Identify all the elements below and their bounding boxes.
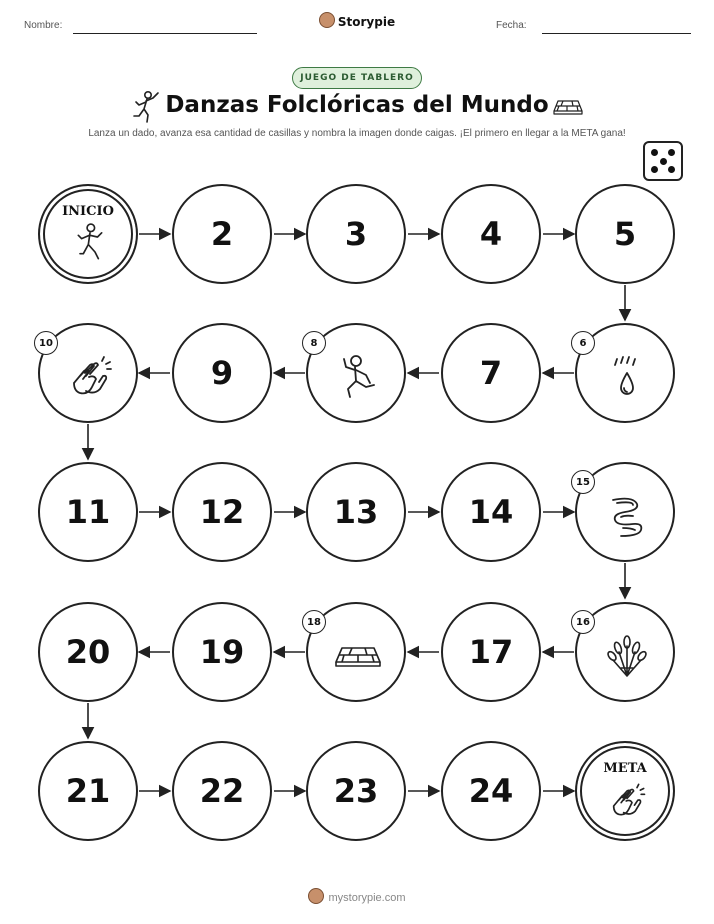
dancer-icon (334, 353, 382, 401)
board-space-15[interactable] (575, 462, 675, 562)
space-number: 4 (479, 215, 503, 253)
space-number: 2 (210, 215, 234, 253)
bear-icon (308, 888, 324, 904)
space-number: 13 (333, 493, 379, 531)
space-number: 19 (199, 633, 245, 671)
space-number: 21 (65, 772, 111, 810)
start-label: INICIO (62, 204, 114, 219)
ribbon-icon (603, 492, 651, 540)
board-space-2[interactable] (172, 184, 272, 284)
game-badge: JUEGO DE TABLERO (292, 67, 422, 89)
board-space-23[interactable] (306, 741, 406, 841)
finish-label: META (603, 761, 647, 776)
space-number: 12 (199, 493, 245, 531)
clapping-hands-icon (66, 353, 114, 401)
board-space-19[interactable] (172, 602, 272, 702)
board-space-5[interactable] (575, 184, 675, 284)
space-number-badge: 15 (571, 470, 595, 494)
board-space-17[interactable] (441, 602, 541, 702)
board-space-22[interactable] (172, 741, 272, 841)
page-title: Danzas Folclóricas del Mundo (165, 92, 549, 118)
space-number: 22 (199, 772, 245, 810)
board-space-8[interactable] (306, 323, 406, 423)
board-space-13[interactable] (306, 462, 406, 562)
name-label: Nombre: (24, 20, 63, 31)
space-number-badge: 8 (302, 331, 326, 355)
clapping-hands-icon (607, 781, 647, 821)
date-label: Fecha: (496, 20, 527, 31)
space-number: 11 (65, 493, 111, 531)
space-number: 7 (479, 354, 503, 392)
board-space-11[interactable] (38, 462, 138, 562)
board-space-20[interactable] (38, 602, 138, 702)
board-space-14[interactable] (441, 462, 541, 562)
instructions: Lanza un dado, avanza esa cantidad de casillas y nombra la imagen donde caigas. ¡El primero en llegar a la META gana! (88, 128, 626, 139)
board-space-9[interactable] (172, 323, 272, 423)
footer-url[interactable]: mystorypie.com (328, 892, 406, 904)
board-space-10[interactable] (38, 323, 138, 423)
board-space-3[interactable] (306, 184, 406, 284)
rain-drop-icon (603, 353, 651, 401)
space-number-badge: 6 (571, 331, 595, 355)
space-number-badge: 16 (571, 610, 595, 634)
board-space-4[interactable] (441, 184, 541, 284)
board-space-16[interactable] (575, 602, 675, 702)
space-number-badge: 10 (34, 331, 58, 355)
board-space-6[interactable] (575, 323, 675, 423)
space-number: 20 (65, 633, 111, 671)
space-number: 3 (344, 215, 368, 253)
board-space-12[interactable] (172, 462, 272, 562)
board-space-24[interactable] (441, 741, 541, 841)
space-number: 9 (210, 354, 234, 392)
board-space-21[interactable] (38, 741, 138, 841)
space-number: 24 (468, 772, 514, 810)
board-space-7[interactable] (441, 323, 541, 423)
dancer-icon (70, 222, 110, 262)
start-space[interactable] (38, 184, 138, 284)
wheat-icon (603, 632, 651, 680)
finish-space[interactable] (575, 741, 675, 841)
footer (0, 888, 714, 904)
space-number: 17 (468, 633, 514, 671)
brand-name: Storypie (337, 15, 396, 29)
space-number: 5 (613, 215, 637, 253)
space-number: 14 (468, 493, 514, 531)
wooden-floor-icon (334, 632, 382, 680)
space-number-badge: 18 (302, 610, 326, 634)
board-space-18[interactable] (306, 602, 406, 702)
space-number: 23 (333, 772, 379, 810)
